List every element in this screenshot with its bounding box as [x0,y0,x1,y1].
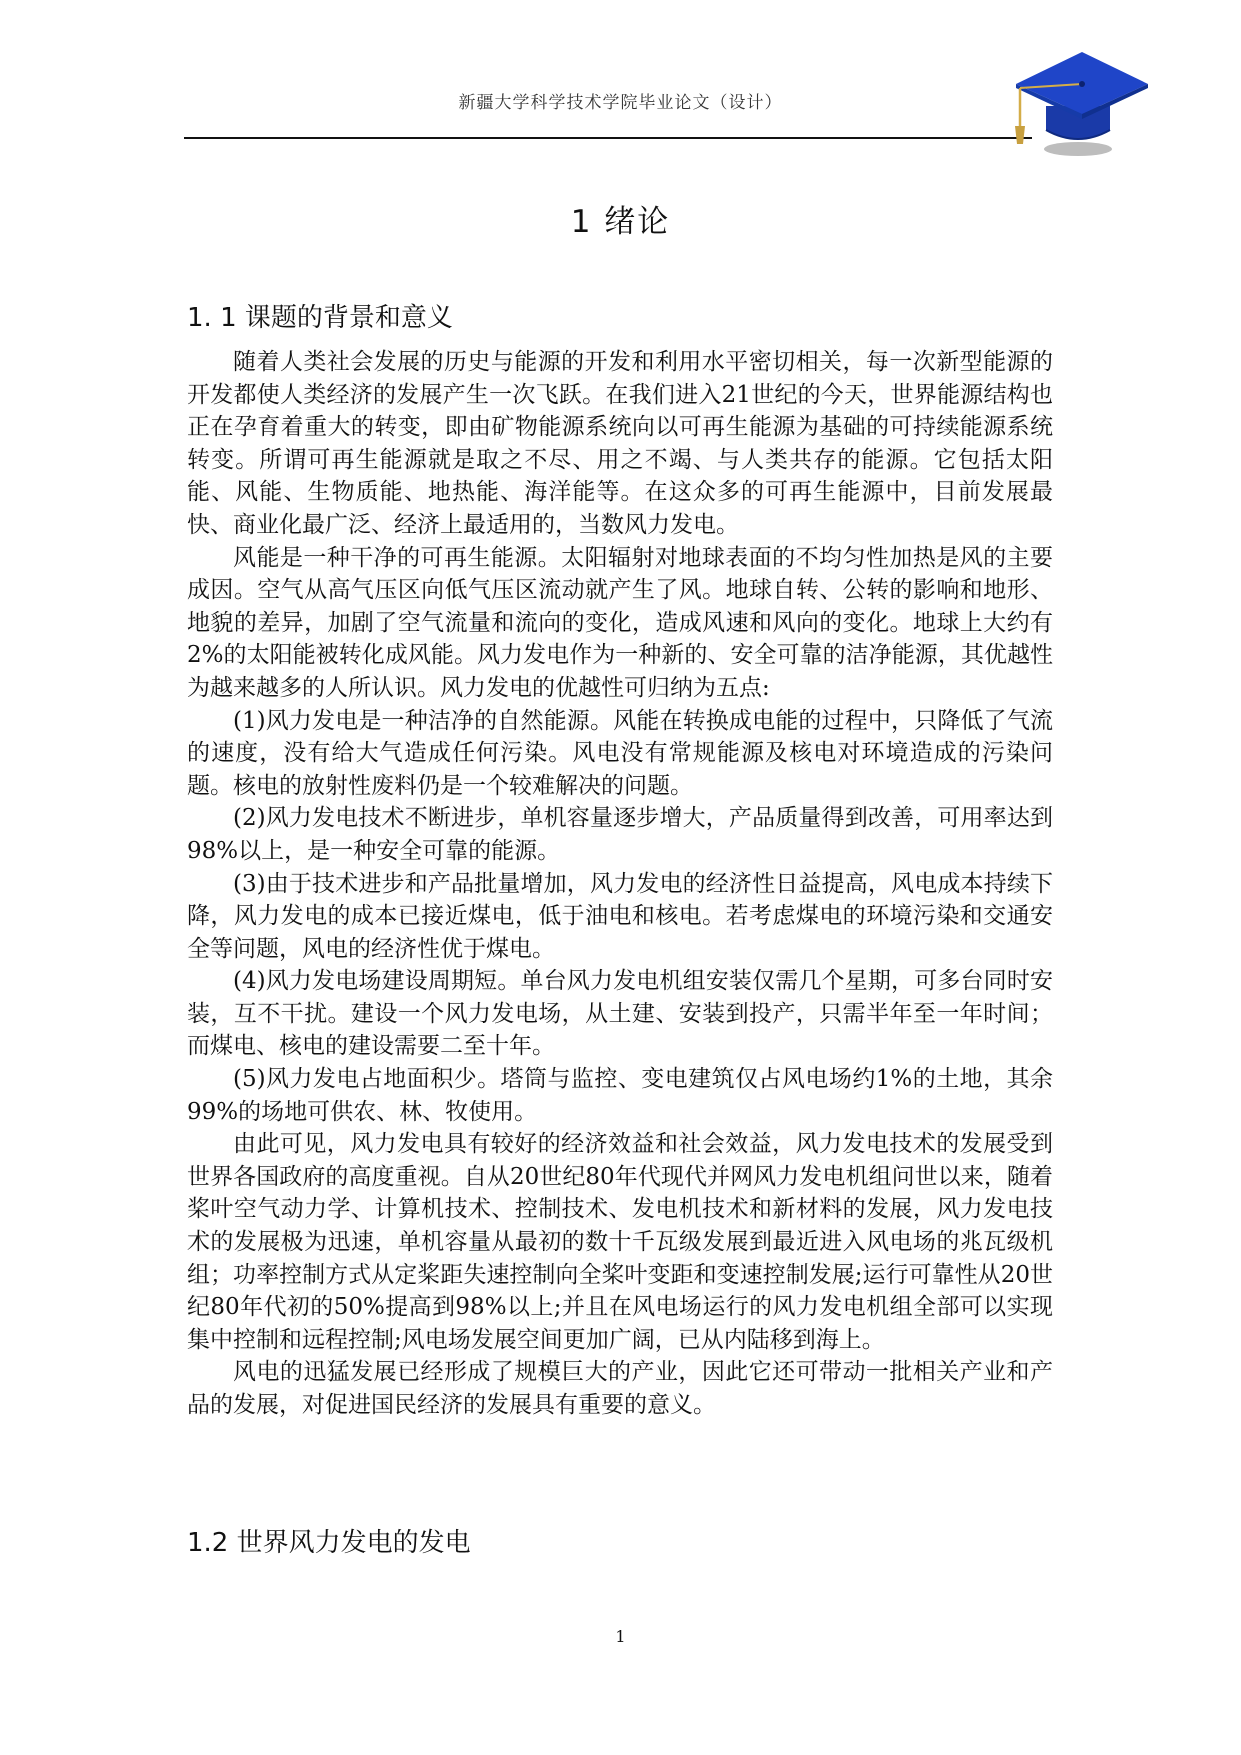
paragraph: 由此可见，风力发电具有较好的经济效益和社会效益，风力发电技术的发展受到世界各国政府的高度重视。自从20世纪80年代现代并网风力发电机组问世以来，随着桨叶空气动力学、计算机技术、控制技术、发电机技术和新材料的发展，风力发电技术的发展极为迅速，单机容量从最初的数十千瓦级发展到最近进入风电场的兆瓦级机组；功率控制方式从定桨距失速控制向全桨叶变距和变速控制发展;运行可靠性从20世纪80年代初的50%提高到98%以上;并且在风电场运行的风力发电机组全部可以实现集中控制和远程控制;风电场发展空间更加广阔，已从内陆移到海上。 [187,1131,1053,1353]
paragraph: 风电的迅猛发展已经形成了规模巨大的产业，因此它还可带动一批相关产业和产品的发展，对促进国民经济的发展具有重要的意义。 [187,1359,1053,1418]
running-header: 新疆大学科学技术学院毕业论文（设计） [458,93,783,113]
section-body [187,346,1053,1422]
list-item: (2)风力发电技术不断进步，单机容量逐步增大，产品质量得到改善，可用率达到98%以上，是一种安全可靠的能源。 [187,805,1053,864]
page-number: 1 [615,1627,626,1646]
header-rule [184,137,1032,139]
paragraph: 随着人类社会发展的历史与能源的开发和利用水平密切相关，每一次新型能源的开发都使人类经济的发展产生一次飞跃。在我们进入21世纪的今天，世界能源结构也正在孕育着重大的转变，即由矿物能源系统向以可再生能源为基础的可持续能源系统转变。所谓可再生能源就是取之不尽、用之不竭、与人类共存的能源。它包括太阳能、风能、生物质能、地热能、海洋能等。在这众多的可再生能源中，目前发展最快、商业化最广泛、经济上最适用的，当数风力发电。 [187,349,1053,538]
list-item: (4)风力发电场建设周期短。单台风力发电机组安装仅需几个星期，可多台同时安装，互不干扰。建设一个风力发电场，从土建、安装到投产，只需半年至一年时间；而煤电、核电的建设需要二至十年。 [187,968,1053,1060]
graduation-cap-icon [1012,48,1152,168]
list-item: (3)由于技术进步和产品批量增加，风力发电的经济性日益提高，风电成本持续下降，风力发电的成本已接近煤电，低于油电和核电。若考虑煤电的环境污染和交通安全等问题，风电的经济性优于煤电。 [187,870,1053,962]
section-heading-1-2: 1.2 世界风力发电的发电 [187,1528,471,1558]
paragraph: 风能是一种干净的可再生能源。太阳辐射对地球表面的不均匀性加热是风的主要成因。空气从高气压区向低气压区流动就产生了风。地球自转、公转的影响和地形、地貌的差异，加剧了空气流量和流向的变化，造成风速和风向的变化。地球上大约有2%的太阳能被转化成风能。风力发电作为一种新的、安全可靠的洁净能源，其优越性为越来越多的人所认识。风力发电的优越性可归纳为五点: [187,544,1053,701]
section-heading-1-1: 1. 1 课题的背景和意义 [187,303,453,333]
list-item: (5)风力发电占地面积少。塔筒与监控、变电建筑仅占风电场约1%的土地，其余99%的场地可供农、林、牧使用。 [187,1066,1053,1125]
chapter-title: 1 绪论 [570,204,671,240]
list-item: (1)风力发电是一种洁净的自然能源。风能在转换成电能的过程中，只降低了气流的速度，没有给大气造成任何污染。风电没有常规能源及核电对环境造成的污染问题。核电的放射性废料仍是一个较难解决的问题。 [187,707,1053,799]
